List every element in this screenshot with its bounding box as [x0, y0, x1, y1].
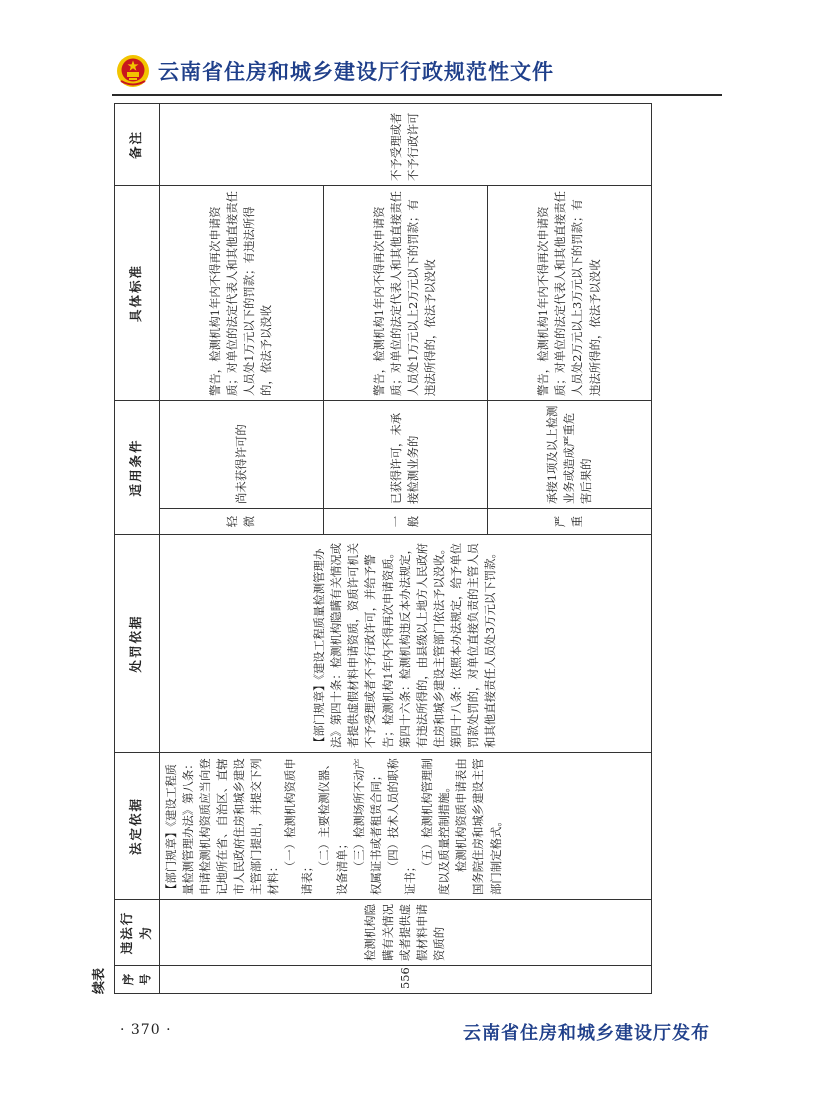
cell-legal-basis — [159, 753, 652, 900]
header-divider — [112, 94, 722, 96]
header-specific-standards: 具体标准 — [115, 185, 160, 400]
cell-standard-general: 警告，检测机构1年内不得再次申请资质；对单位的法定代表人和其他直接责任人员处1万元以上2万元以下的罚款；有违法所得的，依法予以没收 — [323, 185, 487, 400]
cell-condition-general: 已获得许可，未承接检测业务的 — [323, 400, 487, 508]
cell-remarks: 不予受理或者不予行政许可 — [159, 103, 652, 185]
cell-condition-serious: 承接1项及以上检测业务或造成严重危害后果的 — [487, 400, 651, 508]
cell-level-minor: 轻微 — [159, 509, 323, 535]
header-title: 云南省住房和城乡建设厅行政规范性文件 — [158, 60, 554, 84]
page-number: · 370 · — [120, 1022, 172, 1038]
table-row — [159, 103, 323, 993]
cell-condition-minor: 尚未获得许可的 — [159, 400, 323, 508]
cell-level-serious: 严重 — [487, 509, 651, 535]
page-header — [112, 52, 722, 92]
penalty-basis-paragraph: 【部门规章】《建设工程质量检测管理办法》第四十条：检测机构隐瞒有关情况或者提供虚假材料申请资质，资质许可机关不予受理或者不予行政许可，并给予警告；检测机构1年内不得再次申请资质。 — [312, 542, 395, 748]
header-seq: 序号 — [115, 966, 160, 994]
header-legal-basis: 法定依据 — [115, 753, 160, 900]
footer-issuer: 云南省住房和城乡建设厅发布 — [463, 1023, 710, 1044]
header-applicable-conditions: 适用条件 — [115, 400, 160, 534]
legal-basis-item: 检测机构资质申请表由国务院住房和城乡建设主管部门制定格式。 — [454, 758, 503, 895]
cell-standard-minor: 警告，检测机构1年内不得再次申请资质；对单位的法定代表人和其他直接责任人员处1万元以下的罚款；有违法所得的，依法予以没收 — [159, 185, 323, 400]
header-violation: 违法行为 — [115, 900, 160, 966]
cell-penalty-basis — [159, 535, 652, 753]
legal-basis-item: （四）技术人员的职称证书； — [385, 758, 418, 895]
rotated-table-container — [92, 104, 652, 994]
continuation-label: 续表 — [92, 967, 107, 994]
cell-standard-serious: 警告，检测机构1年内不得再次申请资质；对单位的法定代表人和其他直接责任人员处2万元以上3万元以下的罚款；有违法所得的，依法予以没收 — [487, 185, 651, 400]
cell-violation: 检测机构隐瞒有关情况或者提供虚假材料申请资质的 — [159, 900, 652, 966]
national-emblem-icon — [116, 54, 150, 88]
legal-basis-item: （二）主要检测仪器、设备清单； — [317, 758, 349, 895]
header-remarks: 备注 — [115, 103, 160, 185]
legal-basis-item: （一）检测机构资质申请表； — [283, 758, 315, 895]
legal-basis-item: （五）检测机构管理制度以及质量控制措施。 — [420, 758, 452, 895]
legal-basis-item: （三）检测场所不动产权属证书或者租赁合同； — [351, 758, 383, 895]
table-header-row — [115, 103, 160, 993]
cell-level-general: 一般 — [323, 509, 487, 535]
cell-seq: 556 — [159, 966, 652, 994]
penalty-basis-paragraph: 第四十六条：检测机构违反本办法规定，有违法所得的，由县级以上地方人民政府住房和城乡建设主管部门依法予以没收。 — [397, 542, 446, 748]
penalty-standard-table — [114, 103, 652, 994]
penalty-basis-paragraph: 第四十八条：依照本办法规定，给予单位罚款处罚的，对单位直接负责的主管人员和其他直接责任人员处3万元以下罚款。 — [449, 542, 498, 748]
header-penalty-basis: 处罚依据 — [115, 535, 160, 753]
legal-basis-paragraph: 【部门规章】《建设工程质量检测管理办法》第八条：申请检测机构资质应当向登记地所在省、自治区、直辖市人民政府住房和城乡建设主管部门提出，并提交下列材料： — [163, 758, 281, 895]
